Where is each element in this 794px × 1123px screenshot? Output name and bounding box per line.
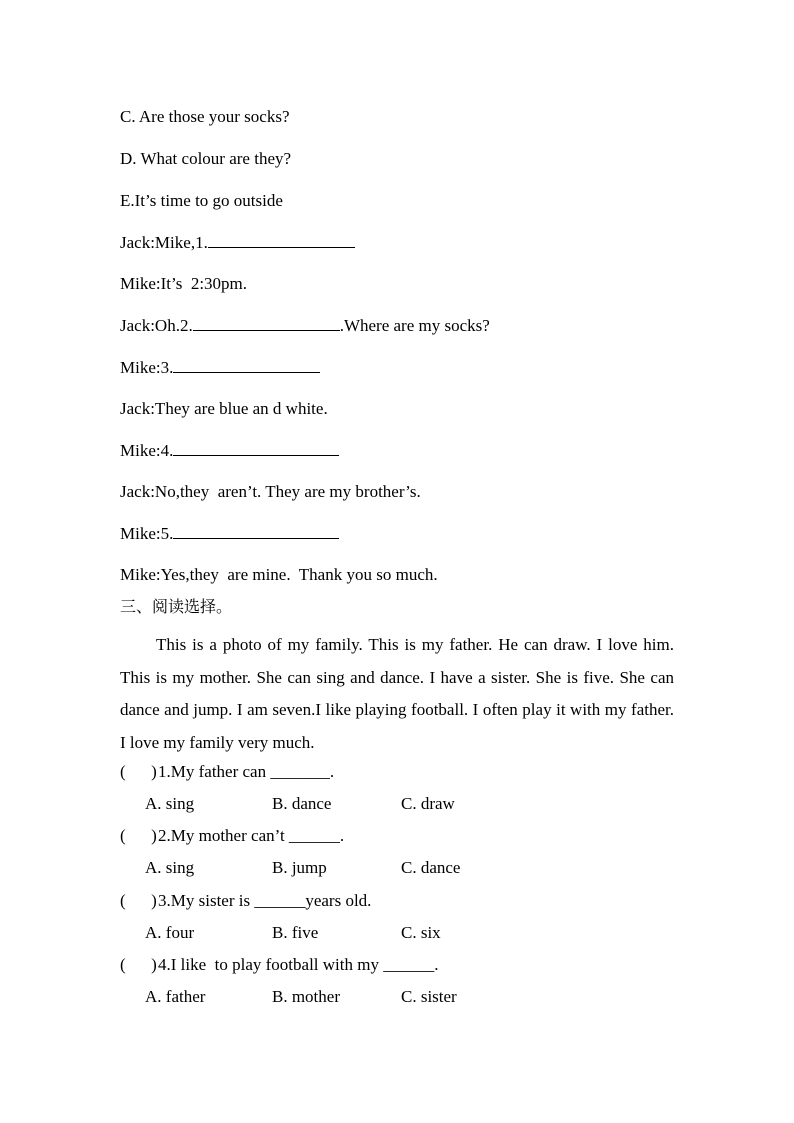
answer-blank-4[interactable]: [173, 440, 339, 456]
question-4: [120, 955, 438, 975]
dialogue-line-7: Jack:No,they aren’t. They are my brother’s.: [120, 482, 421, 501]
answer-blank-5[interactable]: [173, 523, 339, 539]
question-3: [120, 891, 371, 911]
option-c[interactable]: C. six: [401, 923, 441, 942]
answer-parentheses[interactable]: ( ): [120, 826, 157, 845]
option-b[interactable]: B. dance: [272, 794, 332, 813]
question-4-options: [145, 987, 457, 1087]
option-b[interactable]: B. five: [272, 923, 319, 942]
dialogue-line-4-text: Mike:3.: [120, 358, 174, 377]
answer-parentheses[interactable]: ( ): [120, 891, 157, 910]
dialogue-line-4: [120, 357, 320, 378]
dialogue-line-3: [120, 315, 490, 336]
question-text: 2.My mother can’t ______.: [158, 826, 345, 845]
dialogue-line-6: [120, 440, 339, 461]
section-title: 三、阅读选择。: [120, 597, 233, 616]
option-e: E.It’s time to go outside: [120, 191, 283, 210]
option-d: D. What colour are they?: [120, 149, 292, 168]
dialogue-line-6-text: Mike:4.: [120, 441, 174, 460]
question-1: [120, 762, 334, 782]
question-text: 1.My father can _______.: [158, 762, 335, 781]
dialogue-line-1: [120, 232, 355, 253]
dialogue-line-3-suffix: .Where are my socks?: [339, 316, 490, 335]
answer-blank-3[interactable]: [173, 357, 320, 373]
reading-passage: [120, 629, 674, 759]
option-c[interactable]: C. draw: [401, 794, 455, 813]
option-c[interactable]: C. sister: [401, 987, 457, 1006]
dialogue-line-2: Mike:It’s 2:30pm.: [120, 274, 248, 293]
option-a[interactable]: A. father: [145, 987, 206, 1006]
answer-parentheses[interactable]: ( ): [120, 955, 157, 974]
dialogue-line-5: Jack:They are blue an d white.: [120, 399, 328, 418]
answer-parentheses[interactable]: ( ): [120, 762, 157, 781]
option-c[interactable]: C. dance: [401, 858, 461, 877]
option-a[interactable]: A. four: [145, 923, 195, 942]
question-2: [120, 826, 344, 846]
dialogue-line-3-text: Jack:Oh.2.: [120, 316, 193, 335]
dialogue-line-8: [120, 523, 339, 544]
dialogue-line-9: Mike:Yes,they are mine. Thank you so much.: [120, 565, 438, 584]
option-a[interactable]: A. sing: [145, 794, 195, 813]
option-a[interactable]: A. sing: [145, 858, 195, 877]
question-text: 4.I like to play football with my ______.: [158, 955, 439, 974]
answer-blank-2[interactable]: [193, 315, 340, 331]
passage-text: This is a photo of my family. This is my father. He can draw. I love him. This is my mother. She can sing and dance. I have a sister. She is five. She can dance and jump. I am seven.I like playing football. I often play it with my father. I love my family very much.: [120, 635, 674, 752]
option-b[interactable]: B. jump: [272, 858, 327, 877]
answer-blank-1[interactable]: [208, 232, 355, 248]
option-c: C. Are those your socks?: [120, 107, 290, 126]
dialogue-line-1-text: Jack:Mike,1.: [120, 233, 208, 252]
option-b[interactable]: B. mother: [272, 987, 340, 1006]
dialogue-line-8-text: Mike:5.: [120, 524, 174, 543]
question-text: 3.My sister is ______years old.: [158, 891, 372, 910]
